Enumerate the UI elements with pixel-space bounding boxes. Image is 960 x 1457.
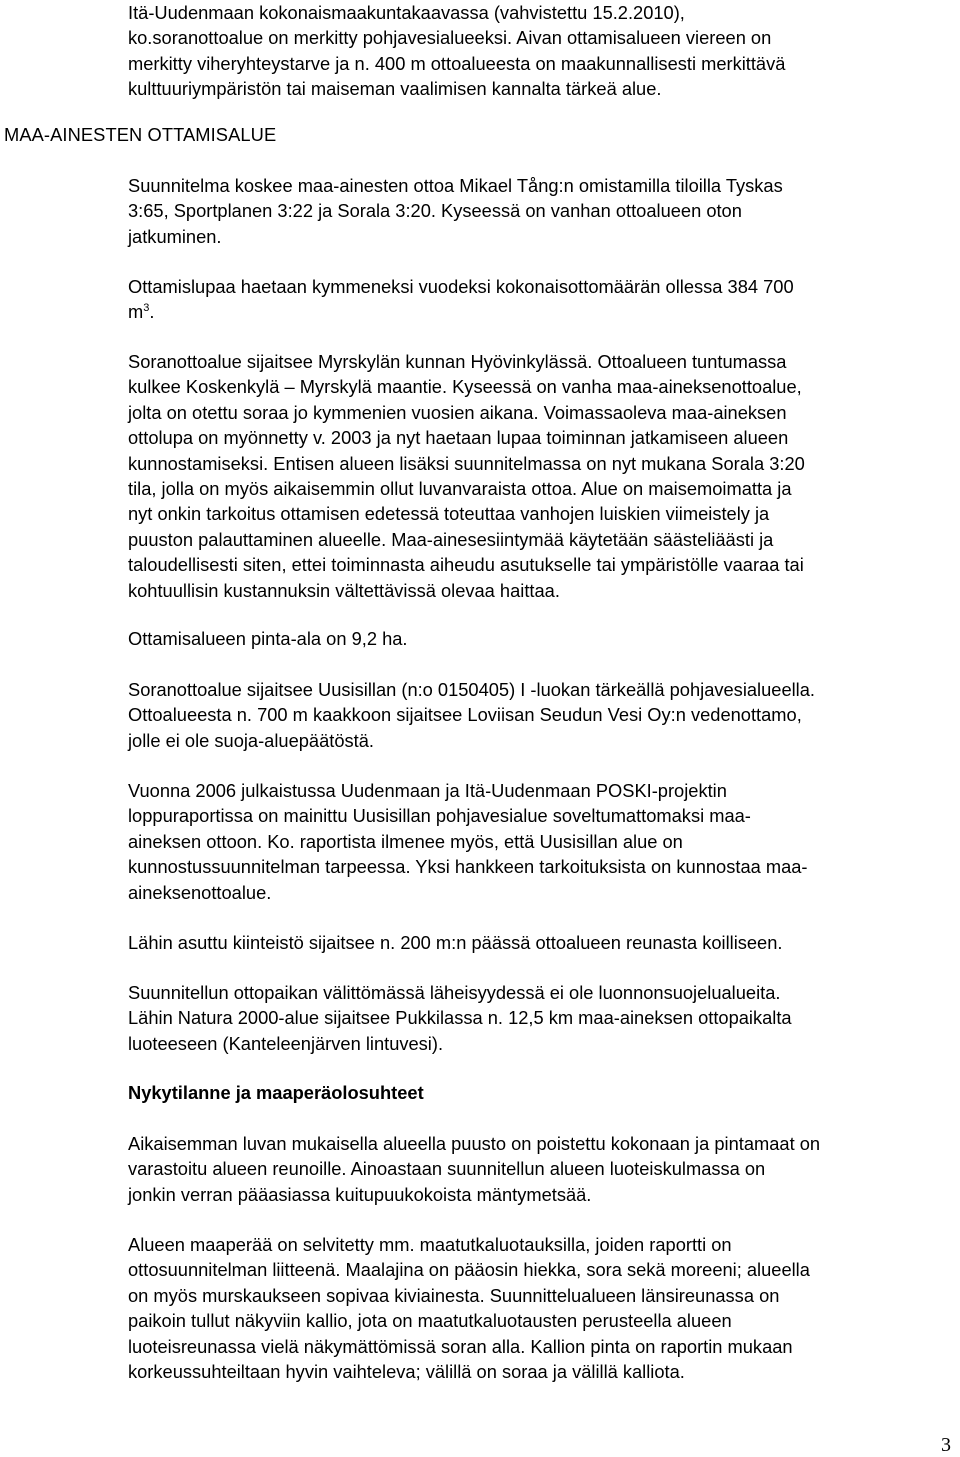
text-line: kunnostussuunnitelman tarpeessa. Yksi hankkeen tarkoituksista on kunnostaa maa-	[128, 856, 808, 878]
text-line: nyt onkin tarkoitus ottamisen edetessä toteuttaa vanhojen luiskien viimeistely ja	[128, 503, 770, 525]
text-line: jonkin verran pääasiassa kuitupuukokoista mäntymetsää.	[128, 1183, 592, 1205]
page-number: 3	[941, 1434, 951, 1456]
text-line	[128, 299, 958, 324]
unit-exponent: 3	[143, 302, 150, 315]
text-line: ottosuunnitelman liitteenä. Maalajina on pääosin hiekka, sora sekä moreeni; alueella	[128, 1259, 810, 1281]
sentence-end: .	[149, 301, 155, 323]
text-line: merkitty viheryhteystarve ja n. 400 m ottoalueesta on maakunnallisesti merkittävä	[128, 52, 786, 74]
text-line: Alueen maaperää on selvitetty mm. maatutkaluotauksilla, joiden raportti on	[128, 1234, 732, 1255]
paragraph	[128, 1232, 958, 1384]
text-line: Lähin Natura 2000-alue sijaitsee Pukkilassa n. 12,5 km maa-aineksen ottopaikalta	[128, 1007, 792, 1029]
text-line: korkeussuhteiltaan hyvin vaihteleva; välillä on soraa ja välillä kalliota.	[128, 1361, 685, 1383]
text-line: on myös murskaukseen sopivaa kiviainesta. Suunnittelualueen länsireunassa on	[128, 1284, 780, 1306]
text-line: ko.soranottoalue on merkitty pohjavesialueeksi. Aivan ottamisalueen viereen on	[128, 27, 772, 49]
text-line: Soranottoalue sijaitsee Myrskylän kunnan Hyövinkylässä. Ottoalueen tuntumassa	[128, 351, 787, 372]
text-line: taloudellisesti siten, ettei toiminnasta aiheudu asutukselle tai ympäristölle vaaraa tai	[128, 554, 804, 576]
subheading: Nykytilanne ja maaperäolosuhteet	[128, 1082, 424, 1103]
text-line: jolta on otettu soraa jo kymmenien vuosien aikana. Voimassaoleva maa-aineksen	[128, 401, 787, 423]
text-line: Suunnitellun ottopaikan välittömässä läheisyydessä ei ole luonnonsuojelualueita.	[128, 982, 781, 1003]
text-line: loppuraportissa on mainittu Uusisillan pohjavesialue soveltumattomaksi maa-	[128, 805, 751, 827]
text-line: kulttuuriympäristön tai maiseman vaalimisen kannalta tärkeä alue.	[128, 78, 662, 100]
text-line: Suunnitelma koskee maa-ainesten ottoa Mikael Tång:n omistamilla tiloilla Tyskas	[128, 175, 783, 196]
paragraph	[128, 626, 958, 651]
text-line: Itä-Uudenmaan kokonaismaakuntakaavassa (vahvistettu 15.2.2010),	[128, 2, 685, 23]
unit-text: m	[128, 301, 144, 323]
paragraph	[128, 980, 958, 1056]
paragraph	[128, 677, 958, 753]
text-line: Soranottoalue sijaitsee Uusisillan (n:o 0150405) I -luokan tärkeällä pohjavesialueella.	[128, 679, 815, 700]
section-heading: MAA-AINESTEN OTTAMISALUE	[4, 124, 277, 145]
text-line: tila, jolla on myös aikaisemmin ollut luvanvaraista ottoa. Alue on maisemoimatta ja	[128, 478, 792, 500]
text-line: Ottamisalueen pinta-ala on 9,2 ha.	[128, 628, 408, 649]
paragraph	[128, 173, 958, 249]
text-line: luoteeseen (Kanteleenjärven lintuvesi).	[128, 1032, 444, 1054]
paragraph	[128, 349, 958, 603]
text-line: Ottoalueesta n. 700 m kaakkoon sijaitsee Loviisan Seudun Vesi Oy:n vedenottamo,	[128, 704, 802, 726]
intro-paragraph	[128, 0, 958, 102]
text-line: ottolupa on myönnetty v. 2003 ja nyt haetaan lupaa toiminnan jatkamiseen alueen	[128, 427, 789, 449]
text-line: paikoin tullut näkyviin kallio, jota on maatutkaluotausten perusteella alueen	[128, 1310, 732, 1332]
text-line: varastoitu alueen reunoille. Ainoastaan suunnitellun alueen luoteiskulmassa on	[128, 1158, 766, 1180]
paragraph	[128, 1131, 958, 1207]
text-line: 3:65, Sportplanen 3:22 ja Sorala 3:20. Kyseessä on vanhan ottoalueen oton	[128, 200, 742, 222]
text-line: jolle ei ole suoja-aluepäätöstä.	[128, 729, 374, 751]
text-line: Lähin asuttu kiinteistö sijaitsee n. 200 m:n päässä ottoalueen reunasta koilliseen.	[128, 932, 783, 953]
text-line: aineksen ottoon. Ko. raportista ilmenee myös, että Uusisillan alue on	[128, 830, 683, 852]
text-line: Vuonna 2006 julkaistussa Uudenmaan ja Itä-Uudenmaan POSKI-projektin	[128, 780, 727, 801]
text-line: aineksenottoalue.	[128, 881, 272, 903]
text-line: jatkuminen.	[128, 225, 222, 247]
text-line: kunnostamiseksi. Entisen alueen lisäksi suunnitelmassa on nyt mukana Sorala 3:20	[128, 452, 805, 474]
text-line: kulkee Koskenkylä – Myrskylä maantie. Kyseessä on vanha maa-aineksenottoalue,	[128, 376, 802, 398]
text-line: Ottamislupaa haetaan kymmeneksi vuodeksi kokonaisottomäärän ollessa 384 700	[128, 276, 794, 297]
paragraph	[128, 778, 958, 905]
text-line: kohtuullisin kustannuksin vältettävissä olevaa haittaa.	[128, 579, 560, 601]
paragraph	[128, 930, 958, 955]
paragraph	[128, 274, 958, 325]
text-line: luoteisreunassa vielä näkymättömissä soran alla. Kallion pinta on raportin mukaan	[128, 1335, 793, 1357]
text-line: puuston palauttaminen alueelle. Maa-ainesesiintymää käytetään säästeliäästi ja	[128, 528, 774, 550]
text-line: Aikaisemman luvan mukaisella alueella puusto on poistettu kokonaan ja pintamaat on	[128, 1133, 821, 1154]
